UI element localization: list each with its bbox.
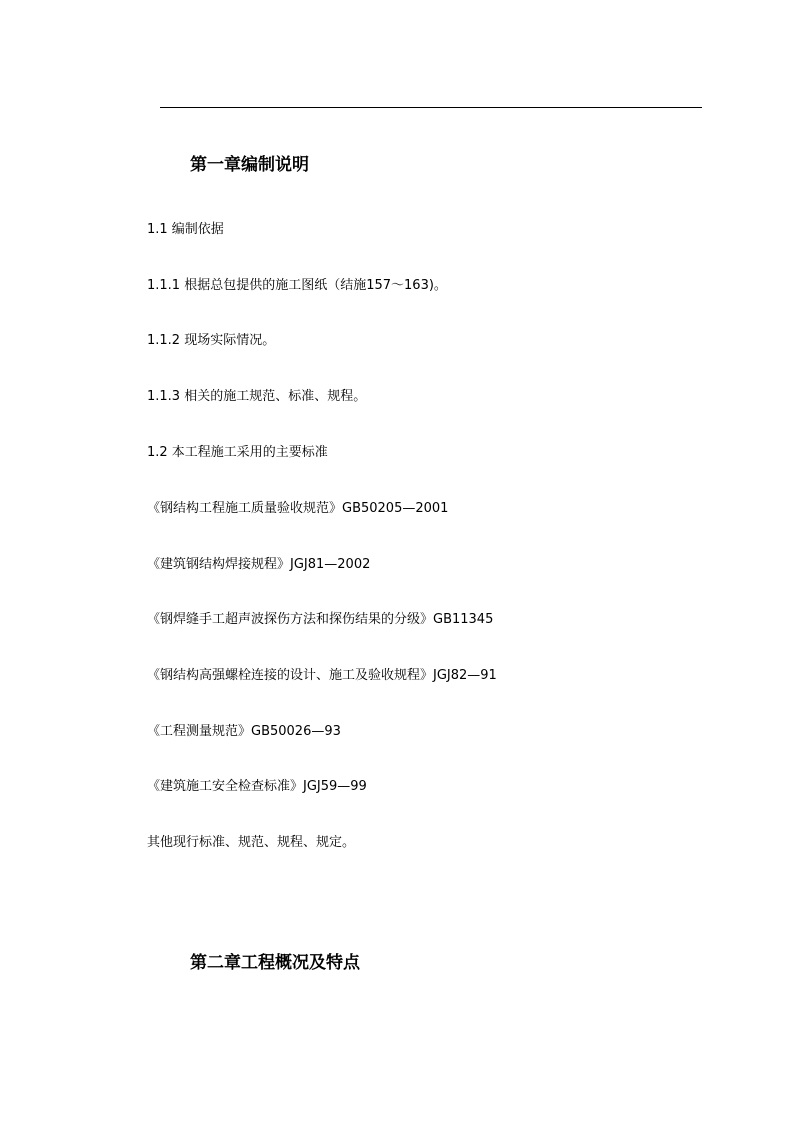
standard-item: 《钢结构高强螺栓连接的设计、施工及验收规程》JGJ82—91	[147, 668, 497, 683]
header-rule	[160, 107, 702, 108]
standard-item: 《建筑施工安全检查标准》JGJ59—99	[147, 779, 367, 794]
basis-item: 1.1.1 根据总包提供的施工图纸（结施157～163)。	[147, 278, 447, 293]
standard-item: 《建筑钢结构焊接规程》JGJ81—2002	[147, 557, 371, 572]
standard-item: 《钢结构工程施工质量验收规范》GB50205—2001	[147, 501, 449, 516]
other-standards-note: 其他现行标准、规范、规程、规定。	[147, 835, 356, 850]
basis-item: 1.1.3 相关的施工规范、标准、规程。	[147, 389, 367, 404]
standard-item: 《工程测量规范》GB50026—93	[147, 724, 341, 739]
basis-item: 1.1.2 现场实际情况。	[147, 333, 276, 348]
section-1-1-heading: 1.1 编制依据	[147, 222, 224, 237]
chapter-1-title: 第一章编制说明	[190, 155, 309, 175]
chapter-2-title: 第二章工程概况及特点	[190, 953, 360, 973]
standard-item: 《钢焊缝手工超声波探伤方法和探伤结果的分级》GB11345	[147, 612, 494, 627]
section-1-2-heading: 1.2 本工程施工采用的主要标准	[147, 445, 328, 460]
